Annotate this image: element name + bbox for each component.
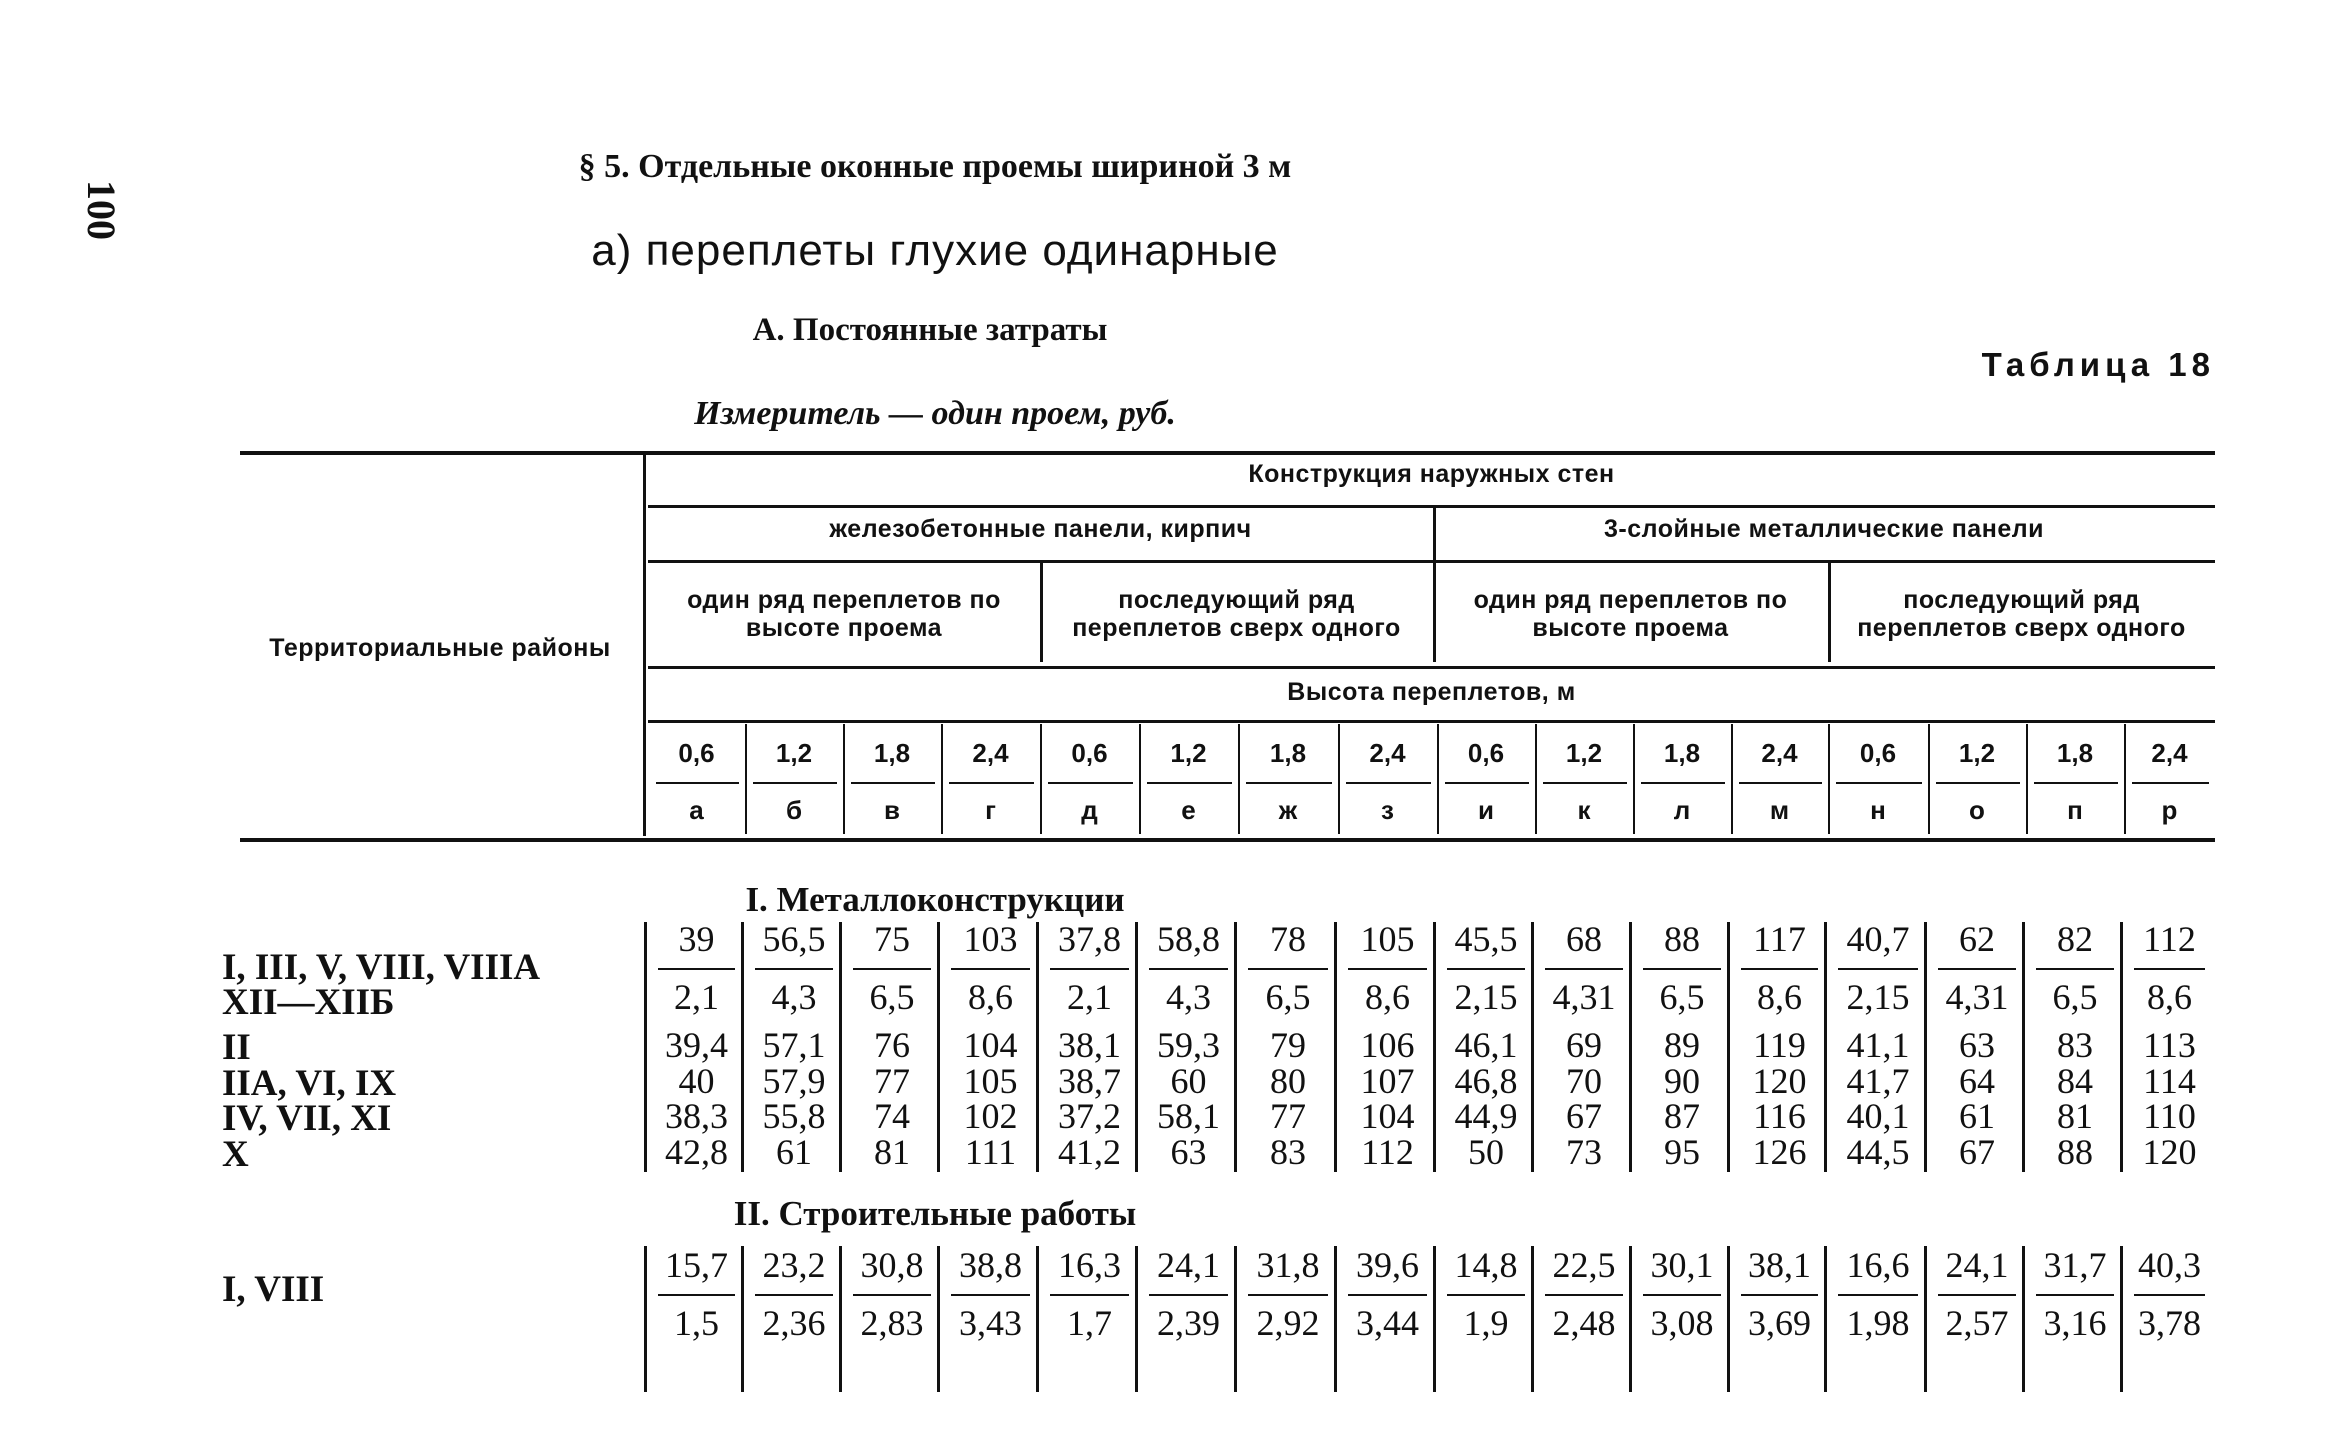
column-letter: а bbox=[689, 795, 704, 825]
column-letter: н bbox=[1870, 795, 1886, 825]
numerator-value: 58,8 bbox=[1157, 919, 1220, 959]
denominator-value: 1,98 bbox=[1846, 1303, 1910, 1343]
table-cell: 79 bbox=[1270, 1025, 1306, 1065]
height-cell: 1,2 bbox=[1565, 738, 1603, 768]
denominator-value: 8,6 bbox=[1365, 977, 1410, 1017]
table-cell: 77 bbox=[874, 1060, 910, 1101]
height-cell: 0,6 bbox=[1071, 738, 1108, 768]
table-cell: 110 bbox=[2143, 1096, 2196, 1136]
column-letter: з bbox=[1381, 795, 1394, 825]
section-title: § 5. Отдельные оконные проемы шириной 3 м bbox=[578, 148, 1292, 185]
numerator-value: 14,8 bbox=[1454, 1245, 1518, 1285]
fraction-bar bbox=[1050, 968, 1129, 970]
table-cell: 80 bbox=[1270, 1060, 1306, 1101]
denominator-value: 4,31 bbox=[1552, 977, 1616, 1017]
column-letter: в bbox=[884, 795, 900, 825]
rule-line bbox=[1346, 782, 1431, 784]
table-cell: 113 bbox=[2143, 1025, 2196, 1065]
denominator-value: 2,1 bbox=[674, 977, 719, 1017]
table-cell: 61 bbox=[776, 1131, 812, 1172]
column-letter: л bbox=[1673, 795, 1691, 825]
rule-line bbox=[1836, 782, 1922, 784]
numerator-value: 22,5 bbox=[1552, 1245, 1616, 1285]
fraction-bar bbox=[1643, 968, 1721, 970]
column-line bbox=[1040, 563, 1043, 662]
denominator-value: 6,5 bbox=[1659, 977, 1705, 1017]
column-letter: е bbox=[1181, 795, 1196, 825]
column-line bbox=[644, 922, 647, 1172]
wall-type-header: 3-слойные металлические панели bbox=[1604, 515, 2044, 543]
page-number: 100 bbox=[79, 180, 124, 240]
denominator-value: 2,39 bbox=[1157, 1303, 1220, 1343]
rule-line bbox=[648, 505, 2215, 508]
denominator-value: 4,31 bbox=[1945, 977, 2009, 1017]
table-cell: 60 bbox=[1170, 1060, 1207, 1101]
denominator-value: 3,16 bbox=[2043, 1303, 2107, 1343]
numerator-value: 16,6 bbox=[1846, 1245, 1910, 1285]
table-cell: 83 bbox=[1270, 1131, 1306, 1172]
table-cell: 90 bbox=[1664, 1060, 1700, 1101]
column-line bbox=[1828, 563, 1831, 662]
table-cell: 95 bbox=[1664, 1131, 1700, 1172]
rule-line bbox=[1147, 782, 1232, 784]
table-cell: 112 bbox=[1361, 1131, 1414, 1172]
denominator-value: 2,57 bbox=[1945, 1303, 2009, 1343]
table-cell: 81 bbox=[2057, 1096, 2093, 1136]
fraction-bar bbox=[658, 1294, 735, 1296]
table-cell: 41,7 bbox=[1846, 1060, 1910, 1101]
denominator-value: 4,3 bbox=[771, 977, 817, 1017]
fraction-bar bbox=[755, 1294, 833, 1296]
region-label: IV, VII, XI bbox=[222, 1098, 392, 1139]
height-cell: 1,2 bbox=[775, 738, 813, 768]
height-cell: 2,4 bbox=[2151, 738, 2188, 768]
table-cell: 114 bbox=[2143, 1060, 2196, 1101]
group-title: I. Металлоконструкции bbox=[745, 880, 1125, 919]
subtitle: а) переплеты глухие одинарные bbox=[591, 226, 1279, 275]
denominator-value: 2,92 bbox=[1256, 1303, 1320, 1343]
table-cell: 42,8 bbox=[665, 1131, 728, 1172]
table-cell: 84 bbox=[2057, 1060, 2093, 1101]
table-cell: 119 bbox=[1753, 1025, 1806, 1065]
rule-line bbox=[2132, 782, 2209, 784]
table-cell: 50 bbox=[1468, 1131, 1504, 1172]
row-header-divider bbox=[643, 455, 646, 836]
column-line bbox=[644, 1246, 647, 1392]
numerator-value: 78 bbox=[1270, 919, 1306, 959]
denominator-value: 4,3 bbox=[1166, 977, 1211, 1017]
column-letter: м bbox=[1769, 795, 1790, 825]
table-cell: 126 bbox=[1752, 1131, 1807, 1172]
denominator-value: 3,78 bbox=[2138, 1303, 2201, 1343]
numerator-value: 103 bbox=[963, 919, 1018, 959]
height-cell: 2,4 bbox=[972, 738, 1009, 768]
table-cell: 67 bbox=[1959, 1131, 1995, 1172]
fraction-bar bbox=[1838, 968, 1918, 970]
numerator-value: 40,3 bbox=[2138, 1245, 2201, 1285]
fraction-bar bbox=[1643, 1294, 1721, 1296]
table-cell: 81 bbox=[874, 1131, 910, 1172]
table-cell: 37,2 bbox=[1058, 1096, 1121, 1136]
table-cell: 88 bbox=[2057, 1131, 2093, 1172]
table-cell: 41,1 bbox=[1846, 1025, 1910, 1065]
table-cell: 44,5 bbox=[1846, 1131, 1910, 1172]
numerator-value: 24,1 bbox=[1157, 1245, 1220, 1285]
table-cell: 116 bbox=[1753, 1096, 1806, 1136]
height-cell: 0,6 bbox=[1467, 738, 1505, 768]
table-cell: 67 bbox=[1566, 1096, 1602, 1136]
fraction-bar bbox=[1938, 968, 2016, 970]
region-label: IIA, VI, IX bbox=[222, 1062, 397, 1104]
table-cell: 40 bbox=[678, 1060, 715, 1101]
denominator-value: 2,15 bbox=[1454, 977, 1518, 1017]
fraction-bar bbox=[2134, 968, 2205, 970]
subgroup-header: последующий ряд переплетов сверх одного bbox=[1072, 586, 1401, 642]
table-cell: 41,2 bbox=[1058, 1131, 1121, 1172]
fraction-bar bbox=[1545, 968, 1623, 970]
table-top-rule bbox=[240, 451, 2215, 455]
rule-line bbox=[851, 782, 935, 784]
fraction-bar bbox=[853, 968, 931, 970]
numerator-value: 117 bbox=[1753, 919, 1806, 959]
table-cell: 107 bbox=[1360, 1060, 1415, 1101]
denominator-value: 6,5 bbox=[1265, 977, 1311, 1017]
numerator-value: 62 bbox=[1959, 919, 1995, 959]
column-letter: ж bbox=[1278, 795, 1298, 825]
rule-line bbox=[648, 666, 2215, 669]
fraction-bar bbox=[1248, 968, 1328, 970]
table-cell: 102 bbox=[963, 1096, 1018, 1136]
numerator-value: 45,5 bbox=[1454, 919, 1518, 959]
heights-label: Высота переплетов, м bbox=[1287, 678, 1576, 706]
denominator-value: 3,69 bbox=[1748, 1303, 1811, 1343]
numerator-value: 112 bbox=[2143, 919, 2196, 959]
height-cell: 2,4 bbox=[1369, 738, 1406, 768]
height-cell: 1,2 bbox=[1170, 738, 1207, 768]
numerator-value: 56,5 bbox=[762, 919, 826, 959]
table-cell: 120 bbox=[1752, 1060, 1807, 1101]
table-cell: 58,1 bbox=[1157, 1096, 1220, 1136]
numerator-value: 38,1 bbox=[1748, 1245, 1811, 1285]
subgroup-header: один ряд переплетов по высоте проема bbox=[1473, 586, 1788, 642]
numerator-value: 31,7 bbox=[2043, 1245, 2107, 1285]
table-cell: 59,3 bbox=[1157, 1025, 1220, 1065]
table-cell: 83 bbox=[2057, 1025, 2093, 1065]
rule-line bbox=[648, 560, 2215, 563]
table-cell: 46,8 bbox=[1454, 1060, 1518, 1101]
fraction-bar bbox=[1149, 1294, 1228, 1296]
rule-line bbox=[1543, 782, 1627, 784]
numerator-value: 30,8 bbox=[860, 1245, 924, 1285]
numerator-value: 40,7 bbox=[1846, 919, 1910, 959]
numerator-value: 88 bbox=[1664, 919, 1700, 959]
denominator-value: 3,44 bbox=[1356, 1303, 1419, 1343]
construction-header: Конструкция наружных стен bbox=[1248, 460, 1615, 488]
numerator-value: 105 bbox=[1360, 919, 1415, 959]
table-cell: 111 bbox=[964, 1131, 1017, 1172]
table-cell: 38,7 bbox=[1058, 1060, 1121, 1101]
fraction-bar bbox=[853, 1294, 931, 1296]
denominator-value: 1,5 bbox=[674, 1303, 719, 1343]
denominator-value: 2,1 bbox=[1067, 977, 1112, 1017]
row-header-label: Территориальные районы bbox=[269, 634, 611, 662]
region-label: X bbox=[222, 1133, 249, 1175]
group-title: II. Строительные работы bbox=[733, 1194, 1137, 1233]
table-cell: 69 bbox=[1566, 1025, 1602, 1065]
denominator-value: 2,36 bbox=[762, 1303, 826, 1343]
table-cell: 44,9 bbox=[1454, 1096, 1518, 1136]
denominator-value: 2,83 bbox=[860, 1303, 924, 1343]
numerator-value: 68 bbox=[1566, 919, 1602, 959]
height-cell: 2,4 bbox=[1761, 738, 1798, 768]
rule-line bbox=[1048, 782, 1133, 784]
fraction-bar bbox=[755, 968, 833, 970]
denominator-value: 8,6 bbox=[2147, 977, 2192, 1017]
numerator-value: 23,2 bbox=[762, 1245, 826, 1285]
subgroup-header: последующий ряд переплетов сверх одного bbox=[1857, 586, 2186, 642]
measure-unit: Измеритель — один проем, руб. bbox=[694, 395, 1176, 432]
numerator-value: 16,3 bbox=[1058, 1245, 1121, 1285]
denominator-value: 3,08 bbox=[1650, 1303, 1714, 1343]
table-cell: 57,9 bbox=[762, 1060, 826, 1101]
table-cell: 105 bbox=[963, 1060, 1018, 1101]
denominator-value: 1,7 bbox=[1067, 1303, 1112, 1343]
column-letter: б bbox=[785, 795, 803, 825]
numerator-value: 15,7 bbox=[665, 1245, 728, 1285]
numerator-value: 75 bbox=[874, 919, 910, 959]
table-cell: 38,1 bbox=[1058, 1025, 1121, 1065]
wall-type-header: железобетонные панели, кирпич bbox=[829, 515, 1252, 543]
fraction-bar bbox=[2036, 968, 2114, 970]
region-label: I, III, V, VIII, VIIIA bbox=[222, 947, 541, 988]
table-cell: 38,3 bbox=[665, 1096, 728, 1136]
table-cell: 74 bbox=[874, 1096, 910, 1136]
denominator-value: 1,9 bbox=[1463, 1303, 1509, 1343]
height-cell: 1,8 bbox=[873, 738, 911, 768]
fraction-bar bbox=[1447, 968, 1525, 970]
fraction-bar bbox=[1741, 968, 1818, 970]
rule-line bbox=[949, 782, 1034, 784]
rule-line bbox=[656, 782, 739, 784]
fraction-bar bbox=[1447, 1294, 1525, 1296]
fraction-bar bbox=[951, 968, 1030, 970]
region-label: II bbox=[222, 1027, 251, 1068]
table-cell: 55,8 bbox=[762, 1096, 826, 1136]
height-cell: 1,8 bbox=[1269, 738, 1307, 768]
fraction-bar bbox=[951, 1294, 1030, 1296]
table-cell: 57,1 bbox=[762, 1025, 826, 1065]
column-letter: п bbox=[2067, 795, 2083, 825]
numerator-value: 31,8 bbox=[1256, 1245, 1320, 1285]
region-label: I, VIII bbox=[222, 1269, 325, 1310]
height-cell: 1,8 bbox=[2056, 738, 2094, 768]
rule-line bbox=[648, 720, 2215, 723]
numerator-value: 82 bbox=[2057, 919, 2093, 959]
table-cell: 63 bbox=[1959, 1025, 1995, 1065]
fraction-bar bbox=[1545, 1294, 1623, 1296]
table-cell: 87 bbox=[1664, 1096, 1700, 1136]
column-letter: г bbox=[985, 795, 996, 825]
fraction-bar bbox=[658, 968, 735, 970]
denominator-value: 8,6 bbox=[1757, 977, 1802, 1017]
numerator-value: 38,8 bbox=[959, 1245, 1022, 1285]
fraction-bar bbox=[1938, 1294, 2016, 1296]
table-cell: 104 bbox=[963, 1025, 1018, 1065]
table-cell: 40,1 bbox=[1846, 1096, 1910, 1136]
table-cell: 106 bbox=[1360, 1025, 1415, 1065]
numerator-value: 39,6 bbox=[1356, 1245, 1419, 1285]
denominator-value: 2,15 bbox=[1846, 977, 1910, 1017]
denominator-value: 6,5 bbox=[869, 977, 915, 1017]
column-letter: д bbox=[1081, 795, 1098, 825]
rule-line bbox=[753, 782, 837, 784]
table-cell: 61 bbox=[1959, 1096, 1995, 1136]
table-cell: 104 bbox=[1360, 1096, 1415, 1136]
rule-line bbox=[1936, 782, 2020, 784]
fraction-bar bbox=[1838, 1294, 1918, 1296]
cost-type-title: А. Постоянные затраты bbox=[752, 312, 1108, 348]
rule-line bbox=[1739, 782, 1822, 784]
table-cell: 73 bbox=[1566, 1131, 1602, 1172]
table-cell: 46,1 bbox=[1454, 1025, 1518, 1065]
table-cell: 89 bbox=[1664, 1025, 1700, 1065]
fraction-bar bbox=[1050, 1294, 1129, 1296]
rule-line bbox=[2034, 782, 2118, 784]
denominator-value: 8,6 bbox=[968, 977, 1013, 1017]
table-cell: 64 bbox=[1959, 1060, 1995, 1101]
fraction-bar bbox=[1248, 1294, 1328, 1296]
table-cell: 120 bbox=[2142, 1131, 2197, 1172]
table-cell: 39,4 bbox=[665, 1025, 728, 1065]
table-label: Таблица 18 bbox=[1981, 346, 2215, 383]
header-bottom-rule bbox=[240, 838, 2215, 842]
column-letter: и bbox=[1478, 795, 1494, 825]
height-cell: 1,2 bbox=[1958, 738, 1996, 768]
table-cell: 63 bbox=[1170, 1131, 1207, 1172]
column-letter: р bbox=[2161, 795, 2178, 825]
denominator-value: 2,48 bbox=[1552, 1303, 1616, 1343]
numerator-value: 39 bbox=[678, 919, 715, 959]
height-cell: 1,8 bbox=[1663, 738, 1701, 768]
numerator-value: 37,8 bbox=[1058, 919, 1121, 959]
height-cell: 0,6 bbox=[1859, 738, 1897, 768]
denominator-value: 3,43 bbox=[959, 1303, 1022, 1343]
height-cell: 0,6 bbox=[678, 738, 715, 768]
fraction-bar bbox=[1741, 1294, 1818, 1296]
table-cell: 76 bbox=[874, 1025, 910, 1065]
numerator-value: 24,1 bbox=[1945, 1245, 2009, 1285]
fraction-bar bbox=[1348, 968, 1427, 970]
rule-line bbox=[1246, 782, 1332, 784]
numerator-value: 30,1 bbox=[1650, 1245, 1714, 1285]
rule-line bbox=[1641, 782, 1725, 784]
fraction-bar bbox=[1149, 968, 1228, 970]
subgroup-header: один ряд переплетов по высоте проема bbox=[687, 586, 1001, 642]
fraction-bar bbox=[1348, 1294, 1427, 1296]
region-label: XII—XIIБ bbox=[222, 982, 395, 1023]
fraction-bar bbox=[2134, 1294, 2205, 1296]
table-cell: 70 bbox=[1566, 1060, 1602, 1101]
column-letter: к bbox=[1577, 795, 1591, 825]
fraction-bar bbox=[2036, 1294, 2114, 1296]
denominator-value: 6,5 bbox=[2052, 977, 2098, 1017]
column-letter: о bbox=[1969, 795, 1985, 825]
rule-line bbox=[1445, 782, 1529, 784]
table-cell: 77 bbox=[1270, 1096, 1306, 1136]
